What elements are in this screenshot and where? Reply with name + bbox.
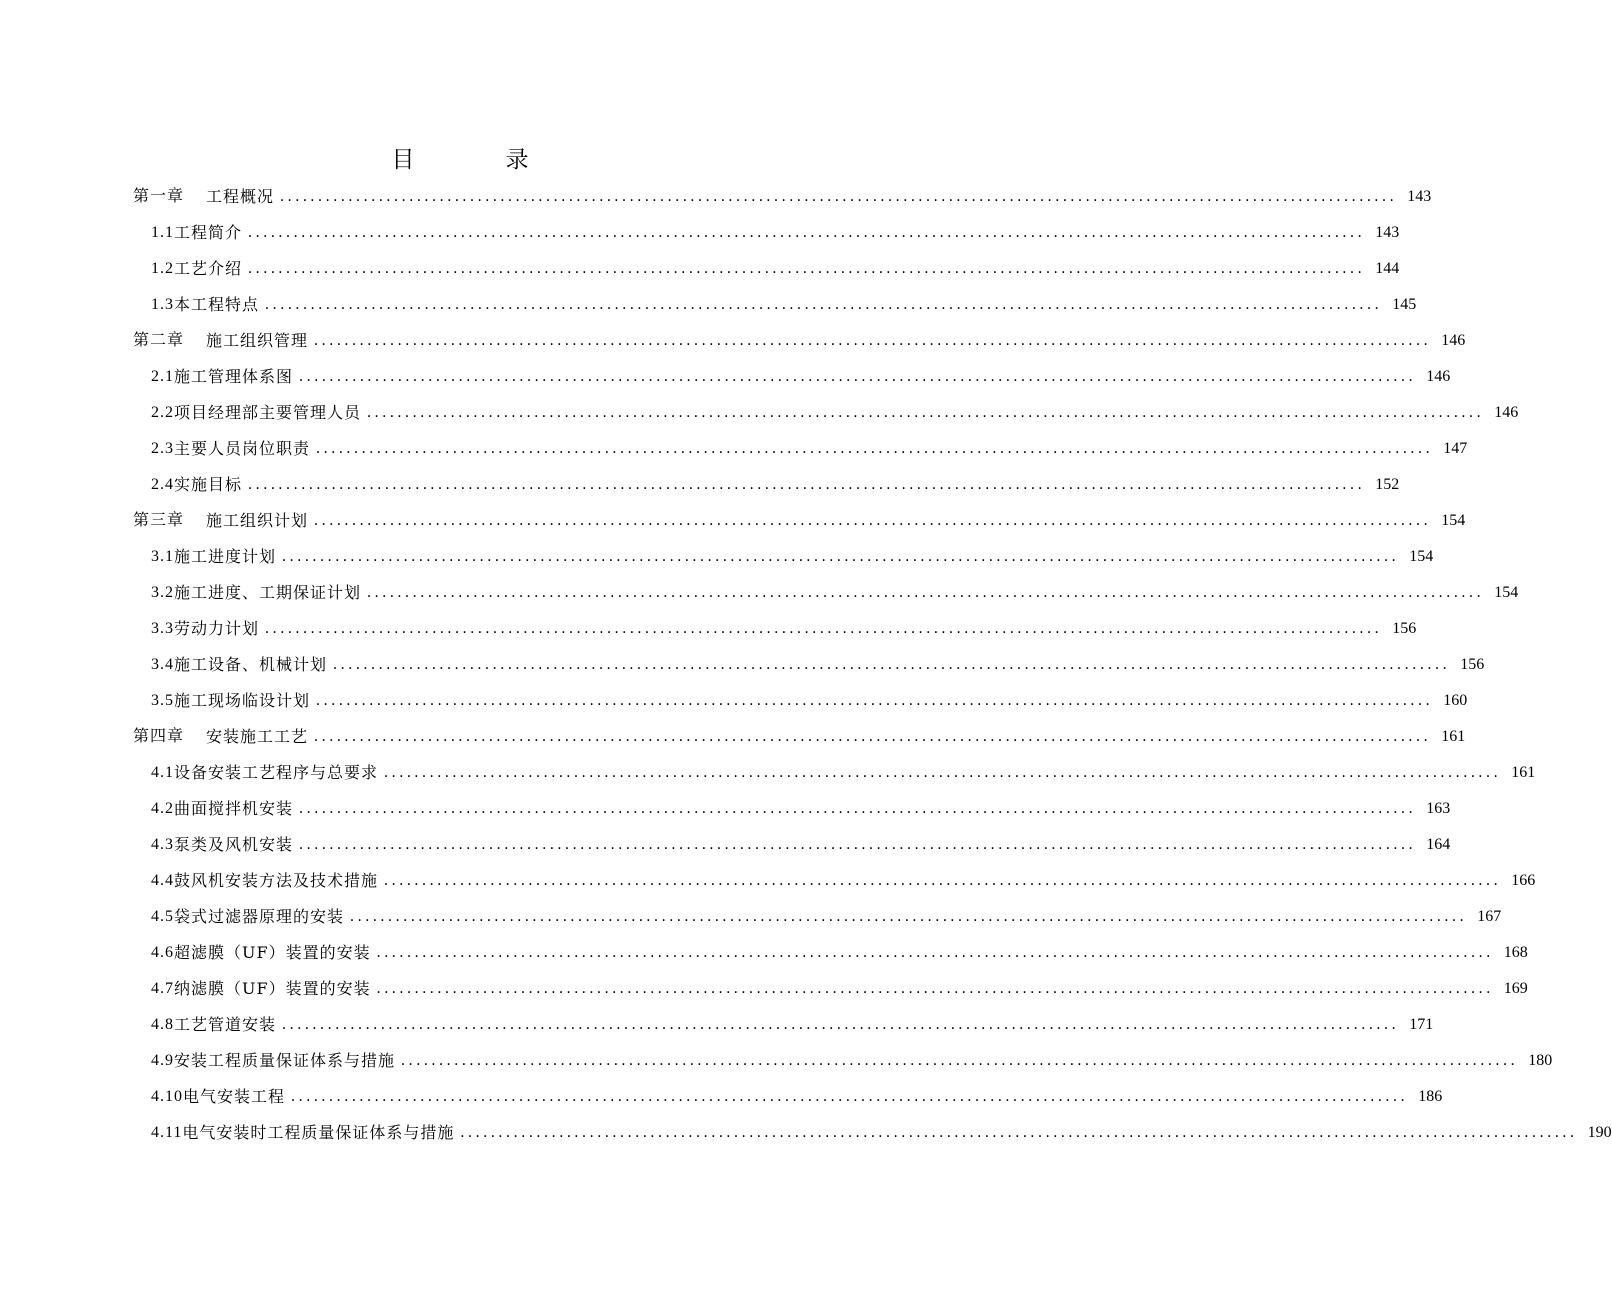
toc-page-number: 152 [1375, 476, 1400, 493]
toc-dot-leader: ................................................................................................................................................... [401, 1052, 1519, 1069]
toc-entry-label: 纳滤膜（UF）装置的安装 [174, 979, 371, 998]
toc-entry-label: 劳动力计划 [174, 619, 260, 638]
toc-section-entry[interactable] [133, 467, 1400, 503]
toc-page-number: 154 [1494, 584, 1519, 601]
toc-dot-leader: ................................................................................................................................................... [350, 908, 1468, 925]
toc-section-entry[interactable] [133, 863, 1536, 899]
toc-page-number: 171 [1409, 1016, 1434, 1033]
toc-page-number: 156 [1392, 620, 1417, 637]
toc-entry-number: 1.1 [151, 224, 174, 241]
toc-dot-leader: ................................................................................................................................................... [248, 476, 1366, 493]
toc-page-number: 180 [1528, 1052, 1553, 1069]
toc-entry-number: 1.3 [151, 296, 174, 313]
toc-dot-leader: ................................................................................................................................................... [314, 332, 1432, 349]
toc-section-entry[interactable] [133, 827, 1451, 863]
toc-page-number: 161 [1511, 764, 1536, 781]
toc-entry-label: 工艺介绍 [174, 259, 243, 278]
toc-section-entry[interactable] [133, 647, 1485, 683]
toc-dot-leader: ................................................................................................................................................... [299, 368, 1417, 385]
toc-section-entry[interactable] [133, 899, 1502, 935]
toc-section-entry[interactable] [133, 791, 1451, 827]
toc-entry-label: 工程简介 [174, 223, 243, 242]
toc-section-entry[interactable] [133, 215, 1400, 251]
toc-entry-number: 4.4 [151, 872, 174, 889]
toc-page-number: 146 [1426, 368, 1451, 385]
toc-section-entry[interactable] [133, 935, 1528, 971]
toc-section-entry[interactable] [133, 683, 1468, 719]
toc-chapter-entry[interactable] [133, 179, 1432, 215]
toc-page-number: 143 [1375, 224, 1400, 241]
toc-entry-label: 施工管理体系图 [174, 367, 294, 386]
toc-entry-number: 1.2 [151, 260, 174, 277]
toc-dot-leader: ................................................................................................................................................... [299, 836, 1417, 853]
toc-chapter-entry[interactable] [133, 719, 1466, 755]
toc-title: 目 录 [391, 147, 563, 173]
toc-page-number: 154 [1409, 548, 1434, 565]
toc-dot-leader: ................................................................................................................................................... [248, 260, 1366, 277]
toc-entry-label: 电气安装工程 [183, 1087, 286, 1106]
toc-entry-label: 鼓风机安装方法及技术措施 [174, 871, 379, 890]
toc-dot-leader: ................................................................................................................................................... [299, 800, 1417, 817]
toc-entry-number: 4.10 [151, 1088, 183, 1105]
toc-entry-label: 工程概况 [206, 187, 275, 206]
toc-page-number: 154 [1441, 512, 1466, 529]
toc-page-number: 160 [1443, 692, 1468, 709]
toc-page-number: 166 [1511, 872, 1536, 889]
toc-entry-number: 2.4 [151, 476, 174, 493]
toc-entry-label: 电气安装时工程质量保证体系与措施 [182, 1123, 455, 1142]
toc-section-entry[interactable] [133, 395, 1519, 431]
toc-page-number: 190 [1587, 1124, 1612, 1141]
toc-dot-leader: ................................................................................................................................................... [384, 764, 1502, 781]
toc-chapter-entry[interactable] [133, 323, 1466, 359]
toc-entry-label: 主要人员岗位职责 [174, 439, 311, 458]
toc-section-entry[interactable] [133, 359, 1451, 395]
toc-entry-label: 施工现场临设计划 [174, 691, 311, 710]
toc-section-entry[interactable] [133, 1079, 1443, 1115]
toc-page-number: 164 [1426, 836, 1451, 853]
toc-entry-label: 安装工程质量保证体系与措施 [174, 1051, 396, 1070]
toc-section-entry[interactable] [133, 1043, 1553, 1079]
toc-dot-leader: ................................................................................................................................................... [265, 296, 1383, 313]
toc-dot-leader: ................................................................................................................................................... [314, 512, 1432, 529]
toc-entry-number: 第四章 [133, 728, 185, 745]
toc-page-number: 163 [1426, 800, 1451, 817]
toc-entry-label: 实施目标 [174, 475, 243, 494]
toc-entry-label: 本工程特点 [174, 295, 260, 314]
toc-section-entry[interactable] [133, 1007, 1434, 1043]
toc-section-entry[interactable] [133, 251, 1400, 287]
toc-dot-leader: ................................................................................................................................................... [248, 224, 1366, 241]
toc-entry-label: 袋式过滤器原理的安装 [174, 907, 345, 926]
toc-entry-label: 施工组织计划 [206, 511, 309, 530]
toc-dot-leader: ................................................................................................................................................... [282, 548, 1400, 565]
toc-entry-label: 设备安装工艺程序与总要求 [174, 763, 379, 782]
toc-section-entry[interactable] [133, 575, 1519, 611]
toc-page-number: 146 [1441, 332, 1466, 349]
toc-dot-leader: ................................................................................................................................................... [316, 440, 1434, 457]
toc-entry-number: 3.5 [151, 692, 174, 709]
toc-dot-leader: ................................................................................................................................................... [376, 980, 1494, 997]
toc-entry-label: 施工组织管理 [206, 331, 309, 350]
toc-entry-number: 4.8 [151, 1016, 174, 1033]
toc-entry-number: 第一章 [133, 188, 185, 205]
toc-dot-leader: ................................................................................................................................................... [460, 1124, 1578, 1141]
toc-entry-number: 2.3 [151, 440, 174, 457]
toc-page-number: 145 [1392, 296, 1417, 313]
toc-dot-leader: ................................................................................................................................................... [265, 620, 1383, 637]
toc-page-number: 146 [1494, 404, 1519, 421]
toc-entry-number: 3.4 [151, 656, 174, 673]
toc-page-number: 186 [1418, 1088, 1443, 1105]
toc-dot-leader: ................................................................................................................................................... [367, 584, 1485, 601]
toc-chapter-entry[interactable] [133, 503, 1466, 539]
toc-page-number: 169 [1503, 980, 1528, 997]
toc-entry-number: 2.2 [151, 404, 174, 421]
toc-section-entry[interactable] [133, 287, 1417, 323]
toc-entry-label: 工艺管道安装 [174, 1015, 277, 1034]
toc-section-entry[interactable] [133, 431, 1468, 467]
toc-entry-number: 4.11 [151, 1124, 183, 1141]
table-of-contents [133, 179, 1612, 1151]
toc-section-entry[interactable] [133, 971, 1528, 1007]
toc-entry-label: 曲面搅拌机安装 [174, 799, 294, 818]
toc-entry-label: 施工设备、机械计划 [174, 655, 328, 674]
toc-entry-label: 施工进度计划 [174, 547, 277, 566]
toc-entry-label: 超滤膜（UF）装置的安装 [174, 943, 371, 962]
toc-entry-label: 安装施工工艺 [206, 727, 309, 746]
toc-dot-leader: ................................................................................................................................................... [316, 692, 1434, 709]
toc-dot-leader: ................................................................................................................................................... [333, 656, 1451, 673]
toc-entry-number: 4.5 [151, 908, 174, 925]
toc-entry-label: 项目经理部主要管理人员 [174, 403, 362, 422]
toc-entry-number: 第三章 [133, 512, 185, 529]
toc-dot-leader: ................................................................................................................................................... [314, 728, 1432, 745]
toc-entry-number: 第二章 [133, 332, 185, 349]
toc-entry-number: 4.9 [151, 1052, 174, 1069]
toc-page-number: 167 [1477, 908, 1502, 925]
toc-page-number: 147 [1443, 440, 1468, 457]
toc-entry-number: 4.2 [151, 800, 174, 817]
toc-entry-number: 3.3 [151, 620, 174, 637]
toc-page-number: 144 [1375, 260, 1400, 277]
toc-section-entry[interactable] [133, 1115, 1612, 1151]
toc-entry-number: 3.2 [151, 584, 174, 601]
toc-entry-label: 泵类及风机安装 [174, 835, 294, 854]
toc-page-number: 161 [1441, 728, 1466, 745]
toc-entry-number: 4.1 [151, 764, 174, 781]
toc-section-entry[interactable] [133, 755, 1536, 791]
toc-section-entry[interactable] [133, 611, 1417, 647]
toc-page-number: 168 [1503, 944, 1528, 961]
toc-dot-leader: ................................................................................................................................................... [376, 944, 1494, 961]
toc-entry-number: 3.1 [151, 548, 174, 565]
toc-dot-leader: ................................................................................................................................................... [291, 1088, 1409, 1105]
toc-dot-leader: ................................................................................................................................................... [280, 188, 1398, 205]
toc-page-number: 143 [1407, 188, 1432, 205]
toc-entry-label: 施工进度、工期保证计划 [174, 583, 362, 602]
toc-page-number: 156 [1460, 656, 1485, 673]
toc-section-entry[interactable] [133, 539, 1434, 575]
toc-entry-number: 4.3 [151, 836, 174, 853]
toc-entry-number: 2.1 [151, 368, 174, 385]
toc-entry-number: 4.7 [151, 980, 174, 997]
toc-dot-leader: ................................................................................................................................................... [384, 872, 1502, 889]
toc-dot-leader: ................................................................................................................................................... [367, 404, 1485, 421]
toc-dot-leader: ................................................................................................................................................... [282, 1016, 1400, 1033]
toc-entry-number: 4.6 [151, 944, 174, 961]
